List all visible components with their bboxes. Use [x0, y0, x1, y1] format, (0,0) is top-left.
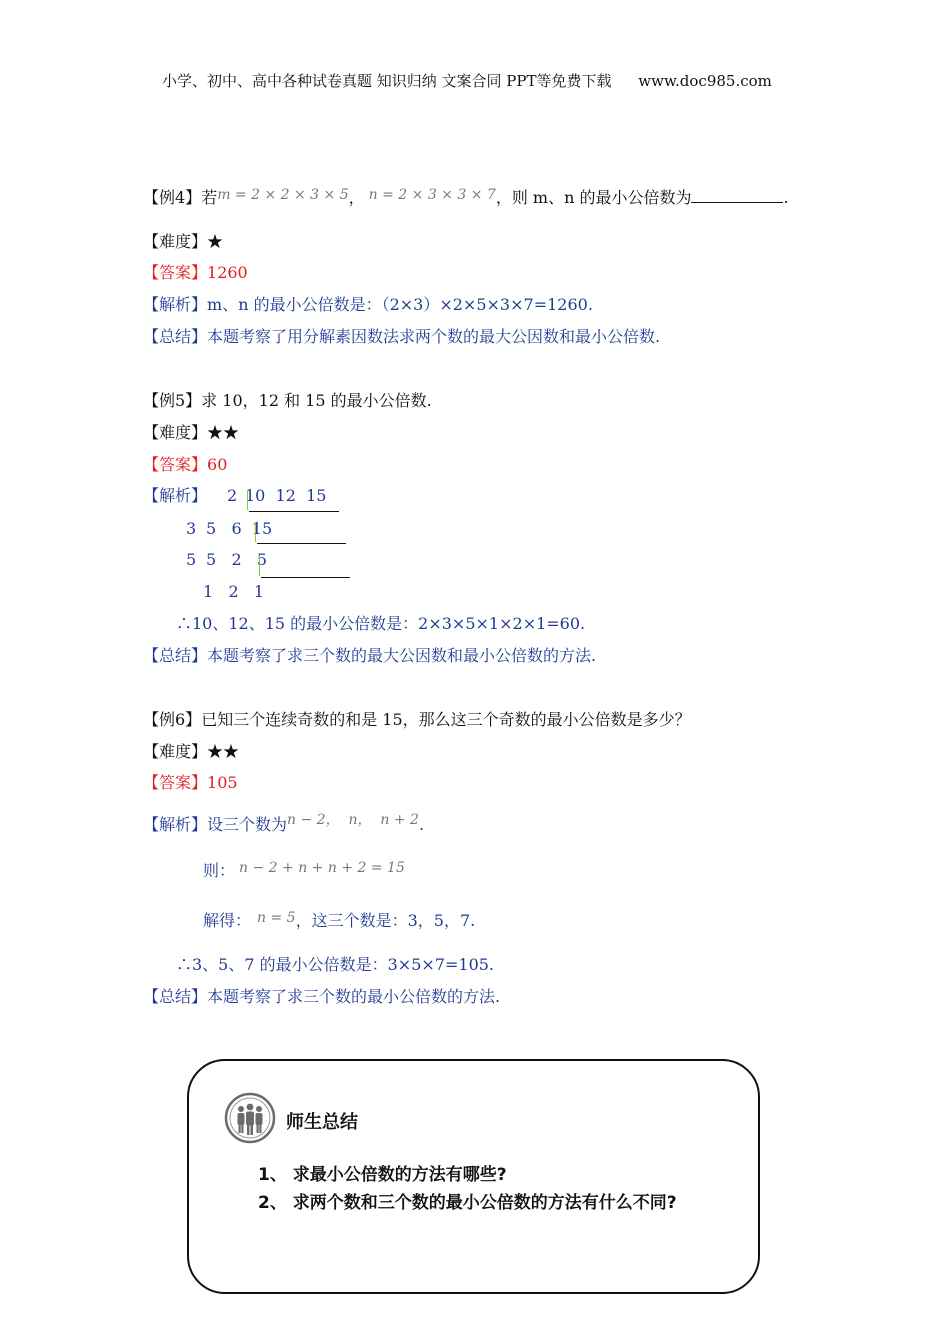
summary-text: 本题考察了求三个数的最大公因数和最小公倍数的方法.: [207, 646, 597, 665]
ex6-then: [203, 861, 405, 882]
analysis-prefix: 设三个数为: [207, 815, 288, 834]
difficulty-label: 【难度】: [143, 232, 208, 251]
analysis-label: 【解析】: [143, 295, 208, 314]
ex6-summary: [143, 987, 500, 1007]
ex4-n-expr: n = 2 × 3 × 3 × 7: [368, 187, 496, 203]
header-url[interactable]: www.doc985.com: [638, 72, 772, 90]
division-row-1: 10 12 15: [245, 486, 327, 505]
analysis-end: .: [418, 815, 425, 834]
summary-label: 【总结】: [143, 646, 208, 665]
ex6-question: [143, 710, 691, 730]
summary-question-1: 1、 求最小公倍数的方法有哪些?: [258, 1165, 507, 1185]
solve-rest: ，这三个数是：3，5，7.: [295, 911, 476, 930]
ex5-conclusion: ∴10、12、15 的最小公倍数是：2×3×5×1×2×1=60.: [176, 614, 586, 633]
division-bar: [247, 490, 248, 510]
ex4-question: [143, 188, 789, 209]
division-divisor-3: 5: [186, 550, 197, 569]
ex6-equation: n − 2 + n + n + 2 = 15: [239, 860, 405, 876]
page-header: [162, 70, 772, 91]
ex5-analysis-label: 【解析】: [143, 486, 208, 505]
ex4-summary: [143, 327, 660, 347]
ex6-solve-expr: n = 5: [257, 910, 296, 926]
summary-question-2: 2、 求两个数和三个数的最小公倍数的方法有什么不同?: [258, 1193, 677, 1213]
then-label: 则：: [203, 861, 236, 880]
ex4-end: .: [783, 188, 789, 207]
ex4-label: 【例4】: [143, 188, 202, 207]
summary-label: 【总结】: [143, 987, 208, 1006]
ex6-label: 【例6】: [143, 710, 202, 729]
ex4-suffix: ，则 m、n 的最小公倍数为: [495, 188, 692, 207]
ex6-conclusion: ∴3、5、7 的最小公倍数是：3×5×7=105.: [176, 955, 495, 974]
division-bar: [255, 522, 256, 542]
solve-label: 解得：: [203, 911, 252, 930]
ex6-answer: [143, 773, 238, 793]
answer-value: 60: [207, 455, 228, 474]
ex4-sep: ，: [348, 188, 365, 207]
division-divisor-1: 2: [227, 486, 238, 505]
ex5-difficulty: [143, 423, 239, 443]
ex4-prefix: 若: [201, 188, 218, 207]
ex5-answer: [143, 455, 227, 475]
ex4-m-expr: m = 2 × 2 × 3 × 5: [217, 187, 349, 203]
division-underline: [261, 577, 350, 578]
answer-blank: [691, 188, 783, 203]
ex6-analysis: [143, 812, 425, 836]
header-text: 小学、初中、高中各种试卷真题 知识归纳 文案合同 PPT等免费下载: [162, 72, 612, 90]
difficulty-stars: ★★: [207, 423, 240, 442]
ex5-label: 【例5】: [143, 391, 202, 410]
ex6-solve: [203, 911, 475, 932]
summary-text: 本题考察了用分解素因数法求两个数的最大公因数和最小公倍数.: [207, 327, 661, 346]
division-underline: [249, 511, 339, 512]
division-underline: [257, 543, 346, 544]
difficulty-stars: ★: [207, 232, 224, 251]
analysis-text: m、n 的最小公倍数是：（2×3）×2×5×3×7=1260.: [207, 295, 593, 314]
ex6-question-text: 已知三个连续奇数的和是 15，那么这三个奇数的最小公倍数是多少？: [201, 710, 691, 729]
division-row-2: 5 6 15: [206, 519, 273, 538]
teacher-summary-title: 师生总结: [286, 1112, 358, 1133]
ex5-question: [143, 391, 432, 411]
summary-text: 本题考察了求三个数的最小公倍数的方法.: [207, 987, 501, 1006]
ex5-summary: [143, 646, 596, 666]
difficulty-stars: ★★: [207, 742, 240, 761]
answer-label: 【答案】: [143, 773, 208, 792]
division-bar: [259, 556, 260, 576]
ex6-vars: n − 2， n， n + 2: [287, 812, 419, 828]
ex6-difficulty: [143, 742, 239, 762]
division-row-4: 1 2 1: [203, 582, 265, 601]
difficulty-label: 【难度】: [143, 423, 208, 442]
answer-label: 【答案】: [143, 455, 208, 474]
answer-value: 105: [207, 773, 238, 792]
ex4-analysis: [143, 295, 593, 315]
ex5-question-text: 求 10，12 和 15 的最小公倍数.: [201, 391, 432, 410]
people-icon: [224, 1092, 276, 1144]
division-row-3: 5 2 5: [206, 550, 268, 569]
ex4-difficulty: [143, 232, 223, 252]
summary-label: 【总结】: [143, 327, 208, 346]
answer-label: 【答案】: [143, 263, 208, 282]
difficulty-label: 【难度】: [143, 742, 208, 761]
ex4-answer: [143, 263, 248, 283]
answer-value: 1260: [207, 263, 248, 282]
division-divisor-2: 3: [186, 519, 197, 538]
analysis-label: 【解析】: [143, 815, 208, 834]
